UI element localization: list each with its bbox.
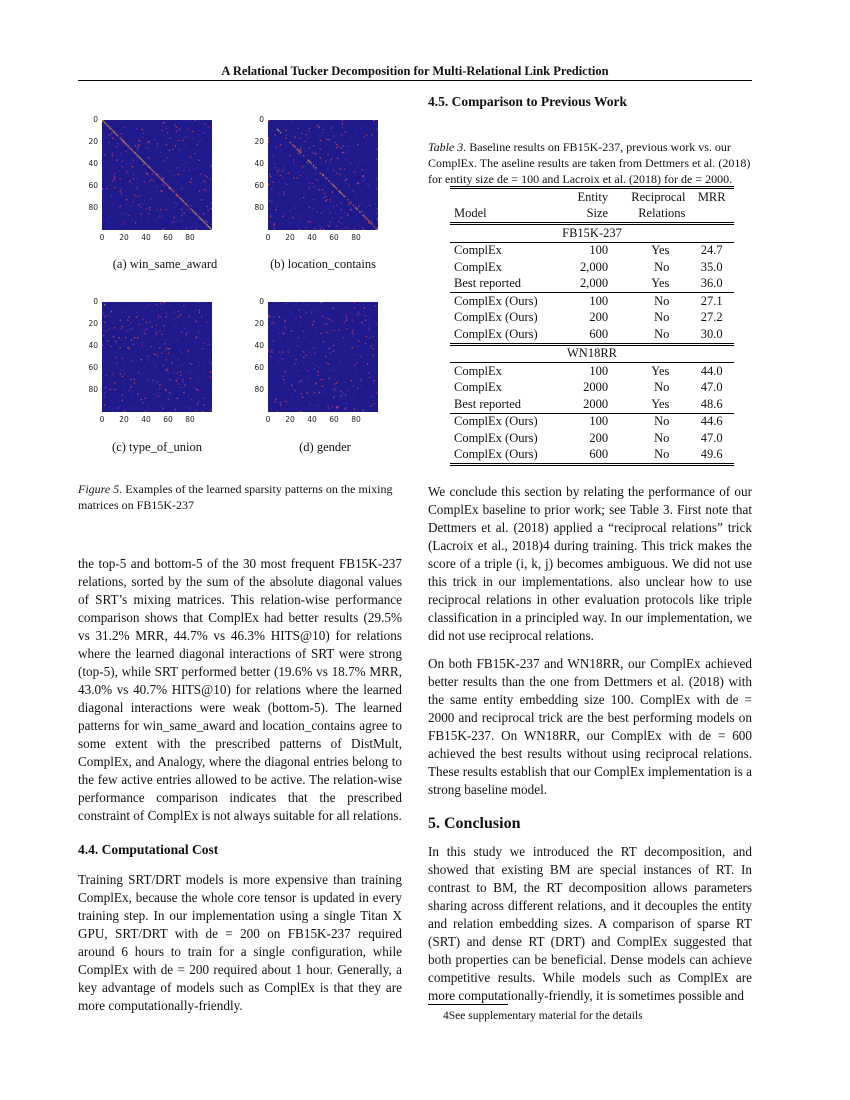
heatmap-ytick: 40 xyxy=(254,341,264,350)
table-cell: 47.0 xyxy=(700,430,723,445)
heatmap-caption-a: (a) win_same_award xyxy=(112,257,218,271)
heatmap-xtick: 20 xyxy=(119,233,129,242)
table-cell: Yes xyxy=(651,396,670,411)
table-row xyxy=(450,447,734,465)
heatmap-xtick: 80 xyxy=(185,415,195,424)
figure-label: Figure 5. xyxy=(78,482,123,496)
table-cell: 2,000 xyxy=(579,259,609,274)
th-entity-1: Entity xyxy=(577,189,609,204)
table-row xyxy=(450,380,734,397)
th-model: Model xyxy=(454,206,487,221)
heatmap-xtick: 0 xyxy=(265,233,271,242)
table-cell: 27.1 xyxy=(700,293,723,308)
heatmap-xtick: 80 xyxy=(351,415,361,424)
th-model-empty xyxy=(450,188,564,206)
table-cell: ComplEx (Ours) xyxy=(454,414,538,429)
heatmap-ytick: 80 xyxy=(254,203,264,212)
table-group-label: FB15K-237 xyxy=(450,224,734,243)
table-caption-text: Baseline results on FB15K-237, previous work vs. our ComplEx. The aseline results are taken from Dettmers et al. (2018) for entity size de = 100 and Lacroix et al. (2018) for de = 2000. xyxy=(428,140,751,186)
heatmap-caption-b: (b) location_contains xyxy=(270,257,376,271)
running-header: A Relational Tucker Decomposition for Multi-Relational Link Prediction xyxy=(221,64,609,78)
table-cell: 600 xyxy=(589,326,609,341)
table-cell: 35.0 xyxy=(700,259,723,274)
th-empty xyxy=(689,206,734,224)
heatmap-ytick: 20 xyxy=(88,319,98,328)
heatmap-xtick: 0 xyxy=(99,415,105,424)
heatmap-xtick: 40 xyxy=(141,233,151,242)
heatmap-ytick: 20 xyxy=(88,137,98,146)
th-entity-2: Size xyxy=(586,206,609,221)
table-cell: 44.6 xyxy=(700,414,723,429)
heatmap-ytick: 60 xyxy=(88,181,98,190)
heatmap-b xyxy=(240,112,390,252)
heatmap-xtick: 60 xyxy=(163,233,173,242)
heatmap-xtick: 40 xyxy=(141,415,151,424)
table-cell: 47.0 xyxy=(700,380,723,395)
heatmap-xtick: 80 xyxy=(185,233,195,242)
table-row xyxy=(450,293,734,310)
heatmap-caption-c: (c) type_of_union xyxy=(112,440,202,454)
heatmap-canvas xyxy=(102,120,212,230)
heatmap-xtick: 20 xyxy=(285,415,295,424)
table-row xyxy=(450,396,734,413)
table-cell: ComplEx xyxy=(454,259,502,274)
paragraph-results: On both FB15K-237 and WN18RR, our ComplEx achieved better results than the one from Dettmers et al. (2018) with the same entity embedding size 100. ComplEx with de = 2000 and reciprocal trick are the best performing models on FB15K-237. On WN18RR, our ComplEx with de = 600 achieved the best results without using reciprocal relations. These results establish that our ComplEx implementation is a strong baseline model. xyxy=(428,656,752,797)
table-row xyxy=(450,242,734,259)
table-cell: Best reported xyxy=(454,276,521,291)
heatmap-ytick: 40 xyxy=(254,159,264,168)
table-cell: ComplEx xyxy=(454,363,502,378)
table-cell: 100 xyxy=(589,243,609,258)
heatmap-ytick: 40 xyxy=(88,159,98,168)
figure-caption-text: Examples of the learned sparsity patterns on the mixing matrices on FB15K-237 xyxy=(78,482,393,512)
table-cell: 2000 xyxy=(583,380,609,395)
table-group-row xyxy=(450,344,734,363)
paragraph-computational-cost: Training SRT/DRT models is more expensive than training ComplEx, because the whole core tensor is updated in every training step. In our implementation using a single Titan X GPU, SRT/DRT with de = 200 on FB15K-237 required around 6 hours to train for a single configuration, while ComplEx with de = 200 required about 1 hour. Generally, a key advantage of models such as ComplEx is that they are more computationally-friendly. xyxy=(78,872,402,1013)
heatmap-ytick: 20 xyxy=(254,137,264,146)
th-recip-1: Reciprocal xyxy=(631,189,686,204)
heatmap-xtick: 20 xyxy=(119,415,129,424)
table-row xyxy=(450,259,734,276)
table-cell: Yes xyxy=(651,243,670,258)
table-cell: 2000 xyxy=(583,396,609,411)
table-row xyxy=(450,310,734,327)
heatmap-ytick: 0 xyxy=(259,297,264,306)
heatmap-ytick: 80 xyxy=(88,203,98,212)
th-recip-2: Relations xyxy=(638,206,686,221)
section-heading-4-4: 4.4. Computational Cost xyxy=(78,842,219,857)
table-group-label: WN18RR xyxy=(450,344,734,363)
heatmap-a xyxy=(74,112,224,252)
heatmap-xtick: 60 xyxy=(329,415,339,424)
table-cell: 100 xyxy=(589,363,609,378)
table-cell: 27.2 xyxy=(700,310,723,325)
heatmap-xtick: 0 xyxy=(265,415,271,424)
table-cell: ComplEx xyxy=(454,243,502,258)
heatmap-caption-d: (d) gender xyxy=(299,440,351,454)
heatmap-d xyxy=(240,294,390,434)
heatmap-xtick: 80 xyxy=(351,233,361,242)
heatmap-ytick: 0 xyxy=(93,115,98,124)
heatmap-canvas xyxy=(268,302,378,412)
table-cell: No xyxy=(654,380,670,395)
table-cell: ComplEx (Ours) xyxy=(454,293,538,308)
table-cell: Yes xyxy=(651,363,670,378)
heatmap-xtick: 60 xyxy=(329,233,339,242)
table-row xyxy=(450,326,734,344)
heatmap-ytick: 0 xyxy=(259,115,264,124)
table-group-row xyxy=(450,224,734,243)
heatmap-xtick: 40 xyxy=(307,415,317,424)
table-cell: No xyxy=(612,447,689,465)
table-cell: No xyxy=(654,310,670,325)
table-cell: 600 xyxy=(564,447,612,465)
table-cell: ComplEx (Ours) xyxy=(454,430,538,445)
heatmap-canvas xyxy=(102,302,212,412)
left-column xyxy=(78,555,402,1015)
paragraph-relation-analysis: the top-5 and bottom-5 of the 30 most frequent FB15K-237 relations, sorted by the sum of the absolute diagonal values of SRT’s mixing matrices. This relation-wise performance comparison shows that ComplEx had better results (29.5% vs 31.2% MRR, 44.7% vs 46.3% HITS@10) for relations where the learned diagonal interactions of SRT were strong (top-5), while SRT performed better (19.6% vs 18.7% MRR, 43.0% vs 40.7% HITS@10) for relations where the learned diagonal interactions were weak (bottom-5). The learned patterns for win_same_award and location_contains agree to some extent with the prescribed patterns of DistMult, ComplEx, and Analogy, where the diagonal entries belong to the few active entries allowed to be active. The relation-wise performance comparison indicates that the prescribed constraint of ComplEx is not always suitable for all relations. xyxy=(78,556,402,823)
heatmap-ytick: 60 xyxy=(88,363,98,372)
table-body xyxy=(450,224,734,465)
paragraph-conclusion: In this study we introduced the RT decomposition, and showed that existing BM are special instances of RT. In contrast to BM, the RT decomposition allows parameters sharing across different relations, and it decouples the entity and relation embedding sizes. A comparison of sparse RT (SRT) and dense RT (DRT) and ComplEx suggested that both properties can be beneficial. Dense models can achieve competitive results. While models such as ComplEx are more computationally-friendly, it is sometimes possible and xyxy=(428,844,752,1003)
table-cell: ComplEx xyxy=(454,380,502,395)
heatmap-ytick: 60 xyxy=(254,181,264,190)
table-cell: 200 xyxy=(589,430,609,445)
table-cell: 49.6 xyxy=(689,447,734,465)
table-caption xyxy=(428,139,752,187)
table-cell: 30.0 xyxy=(700,326,723,341)
heatmap-canvas xyxy=(268,120,378,230)
section-heading-4-5: 4.5. Comparison to Previous Work xyxy=(428,94,628,109)
table-cell: 200 xyxy=(589,310,609,325)
table-cell: 100 xyxy=(589,293,609,308)
footnote-rule xyxy=(428,1004,508,1005)
table-label: Table 3. xyxy=(428,140,467,154)
table-cell: ComplEx (Ours) xyxy=(454,326,538,341)
heatmap-ytick: 0 xyxy=(93,297,98,306)
table-cell: No xyxy=(654,326,670,341)
heatmap-ytick: 60 xyxy=(254,363,264,372)
table-cell: Best reported xyxy=(454,396,521,411)
table-cell: 48.6 xyxy=(700,396,723,411)
table-cell: No xyxy=(654,430,670,445)
table-cell: ComplEx (Ours) xyxy=(454,310,538,325)
right-column xyxy=(428,483,752,1005)
figure-caption xyxy=(78,481,402,513)
heatmap-xtick: 60 xyxy=(163,415,173,424)
heatmap-ytick: 80 xyxy=(88,385,98,394)
heatmap-xtick: 20 xyxy=(285,233,295,242)
heatmap-xtick: 40 xyxy=(307,233,317,242)
heatmap-xtick: 0 xyxy=(99,233,105,242)
heatmap-ytick: 20 xyxy=(254,319,264,328)
table-cell: No xyxy=(654,293,670,308)
table-cell: ComplEx (Ours) xyxy=(450,447,564,465)
table-cell: 24.7 xyxy=(700,243,723,258)
section-heading-5: 5. Conclusion xyxy=(428,815,521,832)
table-cell: 100 xyxy=(589,414,609,429)
table-cell: 44.0 xyxy=(700,363,723,378)
th-mrr: MRR xyxy=(697,189,726,204)
table-row xyxy=(450,430,734,447)
results-table xyxy=(450,186,734,466)
table-cell: No xyxy=(654,414,670,429)
paragraph-comparison: We conclude this section by relating the performance of our ComplEx baseline to prior work; see Table 3. First note that Dettmers et al. (2018) applied a “reciprocal relations” trick (Lacroix et al., 2018)4 during training. This trick makes the score of a triple (i, k, j) becomes ambiguous. We did not use this trick in our implementations. also unclear how to use reciprocal relations in other evaluation protocols like triple classification in a principled way. In our implementation, we did not use reciprocal relations. xyxy=(428,484,752,643)
heatmap-ytick: 80 xyxy=(254,385,264,394)
table-cell: 36.0 xyxy=(700,276,723,291)
header-rule xyxy=(78,80,752,81)
table-cell: 2,000 xyxy=(579,276,609,291)
footnote: 4See supplementary material for the details xyxy=(443,1010,643,1022)
table-row xyxy=(450,413,734,430)
table-cell: No xyxy=(654,259,670,274)
heatmap-c xyxy=(74,294,224,434)
table-row xyxy=(450,276,734,293)
heatmap-ytick: 40 xyxy=(88,341,98,350)
table-cell: Yes xyxy=(651,276,670,291)
table-row xyxy=(450,363,734,380)
